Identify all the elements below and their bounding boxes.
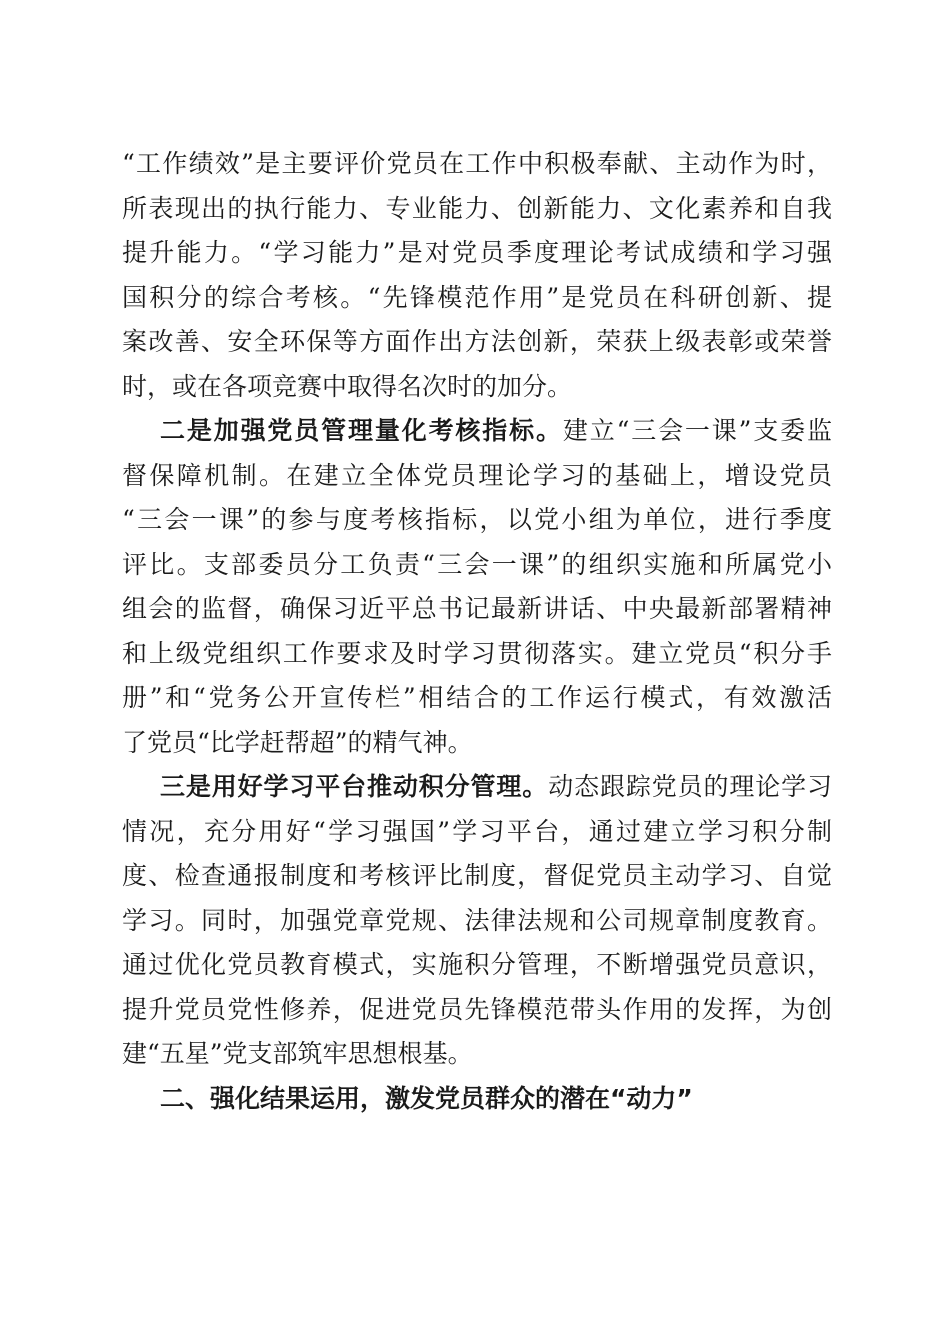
- paragraph-line: 和上级党组织工作要求及时学习贯彻落实。建立党员“积分手: [122, 638, 832, 668]
- paragraph-lead-sentence: 二是加强党员管理量化考核指标。: [160, 416, 563, 445]
- paragraph-line: 提升能力。“学习能力”是对党员季度理论考试成绩和学习强: [122, 238, 832, 267]
- section-heading: 二、强化结果运用，激发党员群众的潜在“动力”: [160, 1084, 693, 1113]
- paragraph-work-performance: [122, 142, 832, 409]
- paragraph-learning-platform: [122, 765, 832, 1077]
- paragraph-line: 组会的监督，确保习近平总书记最新讲话、中央最新部署精神: [122, 594, 832, 623]
- paragraph-line: 情况，充分用好“学习强国”学习平台，通过建立学习积分制: [122, 816, 832, 846]
- paragraph-line: 册”和“党务公开宣传栏”相结合的工作运行模式，有效激活: [122, 683, 832, 712]
- paragraph-line: “工作绩效”是主要评价党员在工作中积极奉献、主动作为时，: [122, 149, 832, 178]
- paragraph-line: 国积分的综合考核。“先锋模范作用”是党员在科研创新、提: [122, 282, 832, 312]
- paragraph-first-line: [122, 409, 832, 454]
- paragraph-line: 通过优化党员教育模式，实施积分管理，不断增强党员意识，: [122, 950, 832, 979]
- paragraph-line: 案改善、安全环保等方面作出方法创新，荣获上级表彰或荣誉: [122, 327, 832, 356]
- paragraph-line: 所表现出的执行能力、专业能力、创新能力、文化素养和自我: [122, 193, 832, 223]
- paragraph-line: “三会一课”的参与度考核指标，以党小组为单位，进行季度: [122, 505, 832, 534]
- paragraph-line: 学习。同时，加强党章党规、法律法规和公司规章制度教育。: [122, 905, 832, 935]
- paragraph-line: 督保障机制。在建立全体党员理论学习的基础上，增设党员: [122, 460, 832, 490]
- paragraph-line: 提升党员党性修养，促进党员先锋模范带头作用的发挥，为创: [122, 994, 832, 1024]
- paragraph-line: 评比。支部委员分工负责“三会一课”的组织实施和所属党小: [122, 549, 832, 579]
- paragraph-line: 了党员“比学赶帮超”的精气神。: [122, 727, 473, 757]
- paragraph-quantified-assessment: [122, 409, 832, 765]
- paragraph-line: 建“五星”党支部筑牢思想根基。: [122, 1039, 473, 1068]
- paragraph-lead-sentence: 三是用好学习平台推动积分管理。: [160, 772, 549, 801]
- paragraph-first-line-rest: 动态跟踪党员的理论学习: [548, 772, 832, 801]
- section-heading-block: [122, 1077, 832, 1122]
- paragraph-line: 度、检查通报制度和考核评比制度，督促党员主动学习、自觉: [122, 861, 832, 890]
- paragraph-line: 时，或在各项竞赛中取得名次时的加分。: [122, 371, 573, 401]
- paragraph-first-line: [122, 765, 832, 810]
- paragraph-first-line-rest: 建立“三会一课”支委监: [562, 416, 832, 445]
